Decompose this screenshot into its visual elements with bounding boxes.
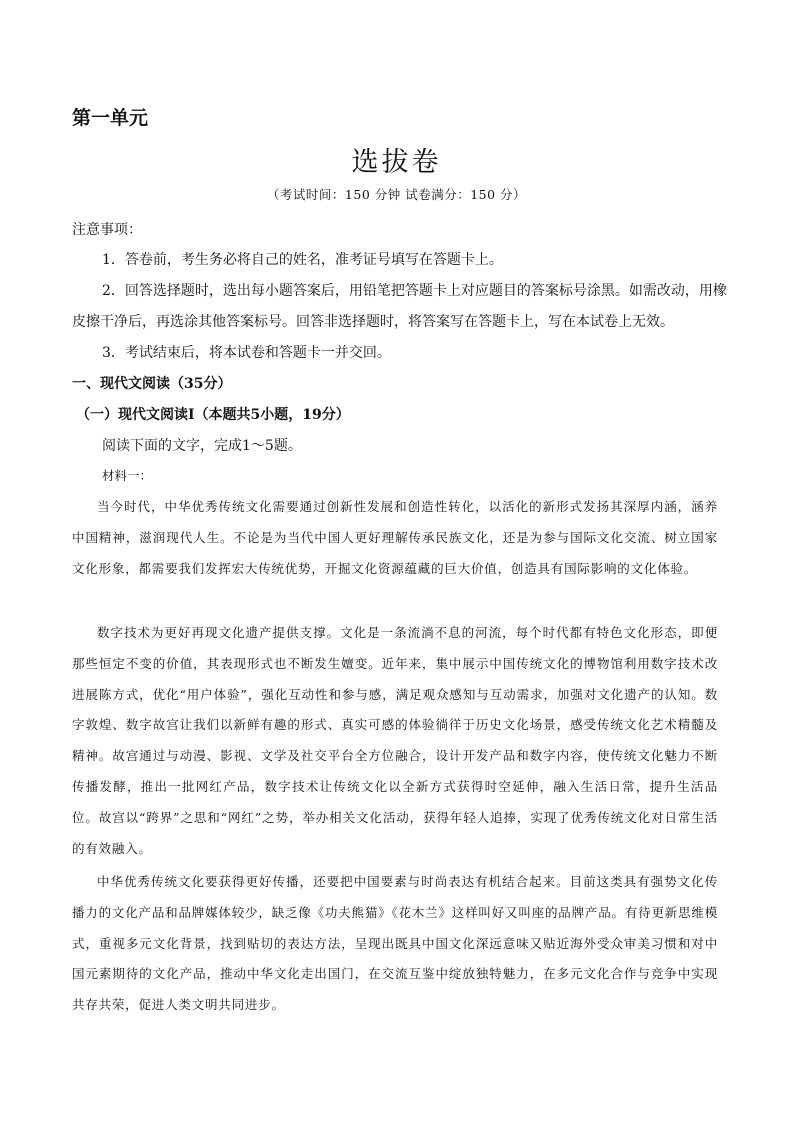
notes-title: 注意事项：: [72, 222, 142, 238]
exam-info: （考试时间：150 分钟 试卷满分：150 分）: [266, 187, 527, 202]
note-item-1: 1．答卷前，考生务必将自己的姓名，准考证号填写在答题卡上。: [102, 252, 503, 268]
note-item-2: 2．回答选择题时，选出每小题答案后，用铅笔把答题卡上对应题目的答案标号涂黑。如需改动，用橡: [102, 283, 727, 299]
note-item-3: 3．考试结束后，将本试卷和答题卡一并交回。: [102, 345, 391, 361]
section-title: 一、现代文阅读（35分）: [72, 376, 232, 392]
note-item-2-continued: 皮擦干净后，再选涂其他答案标号。回答非选择题时，将答案写在答题卡上，写在本试卷上无效。: [72, 314, 674, 330]
paragraph-3: 中华优秀传统文化要获得更好传播，还要把中国要素与时尚表达有机结合起来。目前这类具有强势文化传播力的文化产品和品牌媒体较少，缺乏像《功夫熊猫》《花木兰》这样叫好又叫座的品牌产品。有待更新思维模式，重视多元文化背景，找到贴切的表达方法，呈现出既具中国文化深远意味又贴近海外受众审美习惯和对中国元素期待的文化产品，推动中华文化走出国门，在交流互鉴中绽放独特魅力，在多元文化合作与竞争中实现共存共荣，促进人类文明共同进步。: [72, 874, 718, 1013]
unit-label: 第一单元: [72, 107, 149, 129]
page-title: 选拔卷: [351, 147, 442, 178]
paragraph-1: 当今时代，中华优秀传统文化需要通过创新性发展和创造性转化，以活化的新形式发扬其深厚内涵，涵养中国精神，滋润现代人生。不论是为当代中国人更好理解传承民族文化，还是为参与国际文化交流、树立国家文化形象，都需要我们发挥宏大传统优势，开掘文化资源蕴藏的巨大价值，创造具有国际影响的文化体验。: [72, 499, 718, 576]
subsection-title: （一）现代文阅读Ⅰ（本题共5小题，19分）: [76, 407, 350, 423]
material-label: 材料一：: [102, 468, 153, 483]
paragraph-2: 数字技术为更好再现文化遗产提供支撑。文化是一条流淌不息的河流，每个时代都有特色文化形态，即便那些恒定不变的价值，其表现形式也不断发生嬗变。近年来，集中展示中国传统文化的博物馆利用数字技术改进展陈方式，优化“用户体验”，强化互动性和参与感，满足观众感知与互动需求，加强对文化遗产的认知。数字敦煌、数字故宫让我们以新鲜有趣的形式、真实可感的体验徜徉于历史文化场景，感受传统文化艺术精髓及精神。故宫通过与动漫、影视、文学及社交平台全方位融合，设计开发产品和数字内容，使传统文化魅力不断传播发酵，推出一批网红产品，数字技术让传统文化以全新方式获得时空延伸，融入生活日常，提升生活品位。故宫以“跨界”之思和“网红”之势，举办相关文化活动，获得年轻人追捧，实现了优秀传统文化对日常生活的有效融入。: [72, 625, 718, 856]
reading-instruction: 阅读下面的文字，完成1～5题。: [102, 438, 302, 454]
